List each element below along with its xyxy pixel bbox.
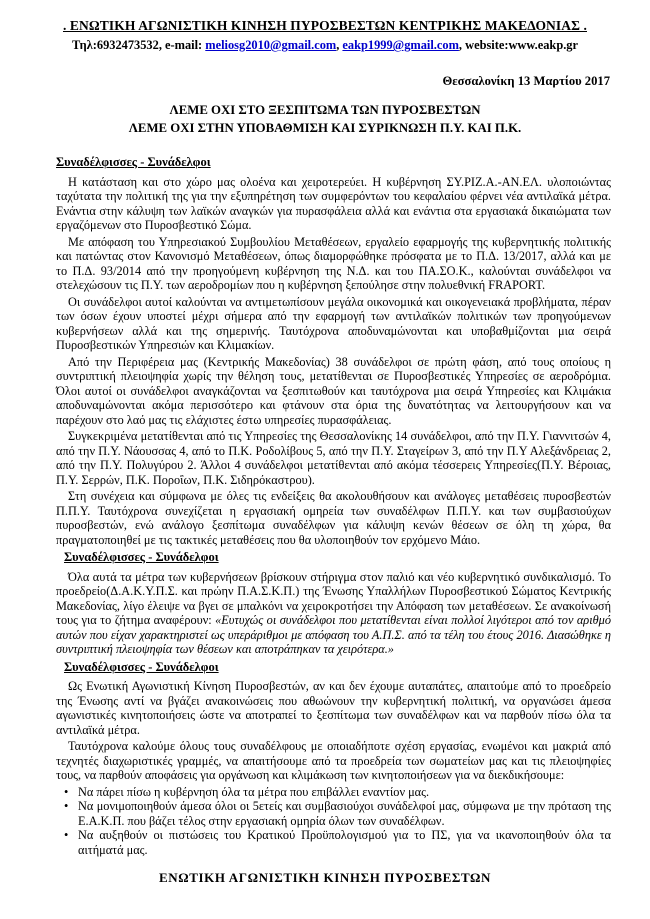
section-heading: Συναδέλφισσες - Συνάδελφοι [64,550,219,564]
paragraph: Η κατάσταση και στο χώρο μας ολοένα και χειροτερεύει. Η κυβέρνηση ΣΥ.ΡΙΖ.Α.-ΑΝ.ΕΛ. υλοποιώντας ταχύτατα την πολιτική της για την εξυπηρέτηση των συμφερόντων του κεφαλαίου φέρνει νέα αντιλαϊκά μέτρα. Ενάντια στην κάλυψη των λαϊκών αναγκών για πυρασφάλεια αλλά και ενάντια στα εργασιακά δικαιώματα των εργαζόμενων στο Πυροσβεστικό Σώμα. [56,174,611,232]
demand-item: • Να αυξηθούν οι πιστώσεις του Κρατικού Προϋπολογισμού για το ΠΣ, για να ικανοποιηθούν όλα τα αιτήματά μας. [78,828,611,857]
paragraph: Συγκεκριμένα μετατίθενται από τις Υπηρεσίες της Θεσσαλονίκης 14 συνάδελφοι, από την Π.Υ. Γιαννιτσών 4, από την Π.Υ. Νάουσσας 4, από το Π.Κ. Ροδολίβους 5, από την Π.Υ. Σταγείρων 3, από την Π.Υ Αλεξάνδρειας 2, από την Π.Υ. Πολυγύρου 2. Άλλοι 4 συνάδελφοι μετατίθενται από ακόμα τέσσερεις Υπηρεσίες(Π.Υ. Βέροιας, Π.Υ. Σερρών, Π.Κ. Ποροΐων, Π.Κ. Σιδηρόκαστρου). [56,429,611,487]
salutation: Συναδέλφισσες - Συνάδελφοι [56,155,211,169]
email-link-2[interactable]: eakp1999@gmail.com [342,38,459,52]
document-body [56,152,611,857]
demand-item: • Να μονιμοποιηθούν άμεσα όλοι οι 5ετείς και συμβασιούχοι συνάδελφοί μας, σύμφωνα με την πρόταση της Ε.Α.Κ.Π. που βάζει τέλος στην εργασιακή ομηρία όλων των συναδέλφων. [78,799,611,828]
website-text: , website:www.eakp.gr [458,38,578,52]
demand-item: • Να πάρει πίσω η κυβέρνηση όλα τα μέτρα που επιβάλλει εναντίον μας. [78,785,611,800]
paragraph: Ως Ενωτική Αγωνιστική Κίνηση Πυροσβεστών, αν και δεν έχουμε αυταπάτες, απαιτούμε από το προεδρείο της Ένωσης αντί να βγάζει ανακοινώσεις που αθωώνουν την κυβερνητική πολιτική, να οργανώσει άμεσα αγωνιστικές κινητοποιήσεις ώστε να αποτραπεί το ξεσπίτωμα των συναδέλφων και να παρθούν πίσω όλα τα αντιλαϊκά μέτρα. [56,679,611,737]
contact-phone: Τηλ:6932473532, e-mail: [72,38,206,52]
contact-separator: , [336,38,343,52]
signature: ΕΝΩΤΙΚΗ ΑΓΩΝΙΣΤΙΚΗ ΚΙΝΗΣΗ ΠΥΡΟΣΒΕΣΤΩΝ [158,870,492,885]
paragraph: Ταυτόχρονα καλούμε όλους τους συναδέλφους με οποιαδήποτε σχέση εργασίας, ενωμένοι και μακριά από τεχνητές διαχωριστικές γραμμές, να απαιτήσουμε από τα προεδρεία των σωματείων μας και τις πλειοψηφίες τους, να παρθούν αποφάσεις για οργάνωση και κλιμάκωση των κινητοποιήσεων για να διεκδικήσουμε: [56,739,611,782]
document-date: Θεσσαλονίκη 13 Μαρτίου 2017 [442,74,610,88]
title-line-1: ΛΕΜΕ ΟΧΙ ΣΤΟ ΞΕΣΠΙΤΩΜΑ ΤΩΝ ΠΥΡΟΣΒΕΣΤΩΝ [169,103,481,117]
paragraph: Με απόφαση του Υπηρεσιακού Συμβουλίου Μεταθέσεων, εργαλείο εφαρμογής της κυβερνητικής πολιτικής και πατώντας στον Κανονισμό Μεταθέσεων, όπως διαμορφώθηκε πρόσφατα με το Π.Δ. 13/2017, αλλά και με το Π.Δ. 93/2014 από την προηγούμενη κυβέρνηση της Ν.Δ. και του ΠΑ.ΣΟ.Κ., καλούνται συνάδελφοι να στελεχώσουν τις Π.Υ. των αεροδρομίων που η κυβέρνηση ξεπούλησε στην πολυεθνική FRAPORT. [56,234,611,292]
quotation: «Ευτυχώς οι συνάδελφοι που μετατίθενται είναι πολλοί λιγότεροι από τον αριθμό αυτών που είχαν χαρακτηριστεί ως υπεράριθμοι με απόφαση του Α.Π.Σ. από τα τέλη του έτους 2016. Διασώθηκε η συντριπτική πλειοψηφία των θέσεων και αποτράπηκαν τα χειρότερα.» [56,613,611,656]
paragraph: Από την Περιφέρεια μας (Κεντρικής Μακεδονίας) 38 συνάδελφοι σε πρώτη φάση, από τους οποίους η συντριπτική πλειοψηφία χωρίς την θέληση τους, μετατίθενται σε Πυροσβεστικές Υπηρεσίες σε αεροδρόμια. Όλοι αυτοί οι συνάδελφοι αναγκάζονται να ξεσπιτωθούν και ταυτόχρονα μια σειρά Υπηρεσίες και Κλιμάκια αποδυναμώνονται ακόμα περισσότερο και φτάνουν στα όρια της δυνατότητας να λειτουργήσουν και να παρέχουν στο λαό μας τις ελάχιστες έστω υπηρεσίες πυρασφάλειας. [56,354,611,427]
organization-header: . ΕΝΩΤΙΚΗ ΑΓΩΝΙΣΤΙΚΗ ΚΙΝΗΣΗ ΠΥΡΟΣΒΕΣΤΩΝ ΚΕΝΤΡΙΚΗΣ ΜΑΚΕΔΟΝΙΑΣ . [62,18,587,33]
contact-line [0,38,650,53]
demands-list [56,785,611,858]
email-link-1[interactable]: meliosg2010@gmail.com [205,38,337,52]
paragraph-text: Όλα αυτά τα μέτρα των κυβερνήσεων βρίσκουν στήριγμα στον παλιό και νέο κυβερνητικό συνδικαλισμό. Το προεδρείο(Δ.Α.Κ.Υ.Π.Σ. και πρώην Π.Α.Σ.Κ.Π.) της Ένωσης Υπαλλήλων Πυροσβεστικού Σώματος Κεντρικής Μακεδονίας, λίγο έλειψε να βγει σε μπαλκόνι να χειροκροτήσει την Απόφαση των μεταθέσεων. Σε ανακοίνωσή τους για το ζήτημα αναφέρουν: [56,569,611,627]
section-heading: Συναδέλφισσες - Συνάδελφοι [64,659,219,674]
paragraph: Στη συνέχεια και σύμφωνα με όλες τις ενδείξεις θα ακολουθήσουν και ανάλογες μεταθέσεις πυροσβεστών Π.Π.Υ. Ταυτόχρονα συνεχίζεται η εργασιακή ομηρεία των συναδέλφων Π.Π.Υ. και των συμβασιούχων πυροσβεστών, ενώ ανάλογο ξεσπίτωμα συναδέλφων για κάλυψη κενών θέσεων σε όλη τη χώρα, θα πραγματοποιηθεί με τις τακτικές μεταθέσεις που θα υλοποιηθούν τον ερχόμενο Μάιο. [56,489,611,547]
paragraph [56,570,611,657]
paragraph: Οι συνάδελφοι αυτοί καλούνται να αντιμετωπίσουν μεγάλα οικονομικά και οικογενειακά προβλήματα, πέραν των όσων έχουν υποστεί μέχρι σήμερα από την εφαρμογή των αντιλαϊκών πολιτικών των προηγούμενων κυβερνήσεων αλλά και της σημερινής. Ταυτόχρονα αποδυναμώνονται και υποβαθμίζονται μια σειρά Πυροσβεστικών Υπηρεσιών και Κλιμακίων. [56,294,611,352]
title-line-2: ΛΕΜΕ ΟΧΙ ΣΤΗΝ ΥΠΟΒΑΘΜΙΣΗ ΚΑΙ ΣΥΡΙΚΝΩΣΗ Π.Υ. ΚΑΙ Π.Κ. [128,121,522,135]
